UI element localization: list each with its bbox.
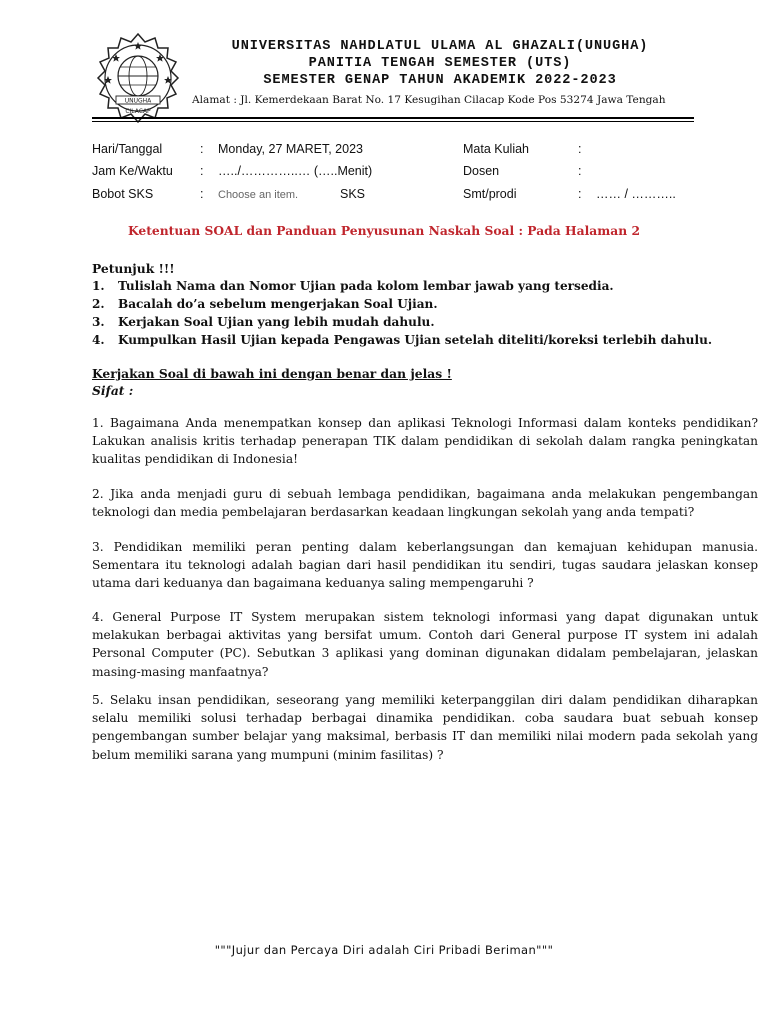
svg-text:UNUGHA: UNUGHA xyxy=(124,97,152,105)
question-1: 1. Bagaimana Anda menempatkan konsep dan aplikasi Teknologi Informasi dalam konteks pendidikan? Lakukan analisis kritis terhadap penerapan TIK dalam pendidikan di sekolah dalam rangka peningkatan kualitas pendidikan di Indonesia! xyxy=(92,416,758,467)
address: Alamat : Jl. Kemerdekaan Barat No. 17 Kesugihan Cilacap Kode Pos 53274 Jawa Tengah xyxy=(192,94,666,106)
item-number: 3. xyxy=(92,315,105,329)
header xyxy=(190,38,690,89)
list-item xyxy=(92,277,712,295)
item-text: Kumpulkan Hasil Ujian kepada Pengawas Ujian setelah diteliti/koreksi terlebih dahulu. xyxy=(118,333,713,347)
item-text: Bacalah do’a sebelum mengerjakan Soal Ujian. xyxy=(118,297,438,311)
question-2: 2. Jika anda menjadi guru di sebuah lembaga pendidikan, bagaimana anda melakukan pengembangan teknologi dan media pembelajaran berdasarkan keadaan lingkungan sekolah yang anda tempati? xyxy=(92,487,758,520)
dosen-colon: : xyxy=(578,164,582,178)
committee-name: PANITIA TENGAH SEMESTER (UTS) xyxy=(308,56,572,71)
svg-text:CILACAP: CILACAP xyxy=(125,108,151,115)
jam-colon: : xyxy=(200,164,204,178)
dosen-label: Dosen xyxy=(463,164,500,178)
bobot-label: Bobot SKS xyxy=(92,187,154,201)
instruction-heading: Kerjakan Soal di bawah ini dengan benar dan jelas ! xyxy=(92,366,452,381)
list-item xyxy=(92,295,712,313)
question-3: 3. Pendidikan memiliki peran penting dalam keberlangsungan dan kemajuan kehidupan manusia. Sementara itu teknologi adalah bagian dari hasil pendidikan itu sendiri, tugas saudara jelaskan konsep utama dari keduanya dan bagaimana keduanya saling mempengaruhi ? xyxy=(92,540,758,591)
jam-label: Jam Ke/Waktu xyxy=(92,164,173,178)
smt-value[interactable]: …… / ……….. xyxy=(596,187,676,201)
list-item xyxy=(92,313,712,331)
petunjuk-list xyxy=(92,277,712,349)
hari-colon: : xyxy=(200,142,204,156)
smt-label: Smt/prodi xyxy=(463,187,517,201)
header-rule-thick xyxy=(92,117,694,119)
university-name: UNIVERSITAS NAHDLATUL ULAMA AL GHAZALI(UNUGHA) xyxy=(231,39,649,54)
bobot-dropdown[interactable]: Choose an item. xyxy=(218,189,299,201)
ketentuan-note: Ketentuan SOAL dan Panduan Penyusunan Naskah Soal : Pada Halaman 2 xyxy=(127,223,641,238)
sifat-label: Sifat : xyxy=(92,383,134,398)
petunjuk-title: Petunjuk !!! xyxy=(92,261,175,276)
item-text: Kerjakan Soal Ujian yang lebih mudah dahulu. xyxy=(118,315,435,329)
item-number: 1. xyxy=(92,279,105,293)
hari-value[interactable]: Monday, 27 MARET, 2023 xyxy=(218,142,363,156)
hari-label: Hari/Tanggal xyxy=(92,142,163,156)
smt-colon: : xyxy=(578,187,582,201)
question-4: 4. General Purpose IT System merupakan sistem teknologi informasi yang dapat digunakan untuk melakukan berbagai aktivitas yang bersifat umum. Contoh dari General purpose IT system ini adalah Personal Computer (PC). Sebutkan 3 aplikasi yang dominan digunakan didalam pembelajaran, jelaskan masing-masing manfaatnya? xyxy=(92,610,758,679)
university-logo xyxy=(92,32,184,124)
item-number: 2. xyxy=(92,297,105,311)
header-rule-thin xyxy=(92,121,694,122)
list-item xyxy=(92,331,712,349)
item-text: Tulislah Nama dan Nomor Ujian pada kolom lembar jawab yang tersedia. xyxy=(118,279,614,293)
bobot-unit: SKS xyxy=(340,187,366,201)
matkul-colon: : xyxy=(578,142,582,156)
bobot-colon: : xyxy=(200,187,204,201)
matkul-label: Mata Kuliah xyxy=(463,142,530,156)
footer-motto: """Jujur dan Percaya Diri adalah Ciri Pribadi Beriman""" xyxy=(214,943,554,957)
logo-seal xyxy=(98,34,178,122)
question-5: 5. Selaku insan pendidikan, seseorang yang memiliki keterpanggilan diri dalam pendidikan diharapkan selalu memiliki solusi terhadap berbagai dinamika pendidikan. coba saudara buat sebuah konsep pengembangan sumber belajar yang maksimal, berbasis IT dan memiliki nilai modern pada sekolah yang belum memiliki sarana yang mumpuni (minim fasilitas) ? xyxy=(92,693,758,762)
item-number: 4. xyxy=(92,333,105,347)
semester-title: SEMESTER GENAP TAHUN AKADEMIK 2022-2023 xyxy=(263,73,617,88)
jam-value[interactable]: …../…………..… (…..Menit) xyxy=(218,164,373,178)
